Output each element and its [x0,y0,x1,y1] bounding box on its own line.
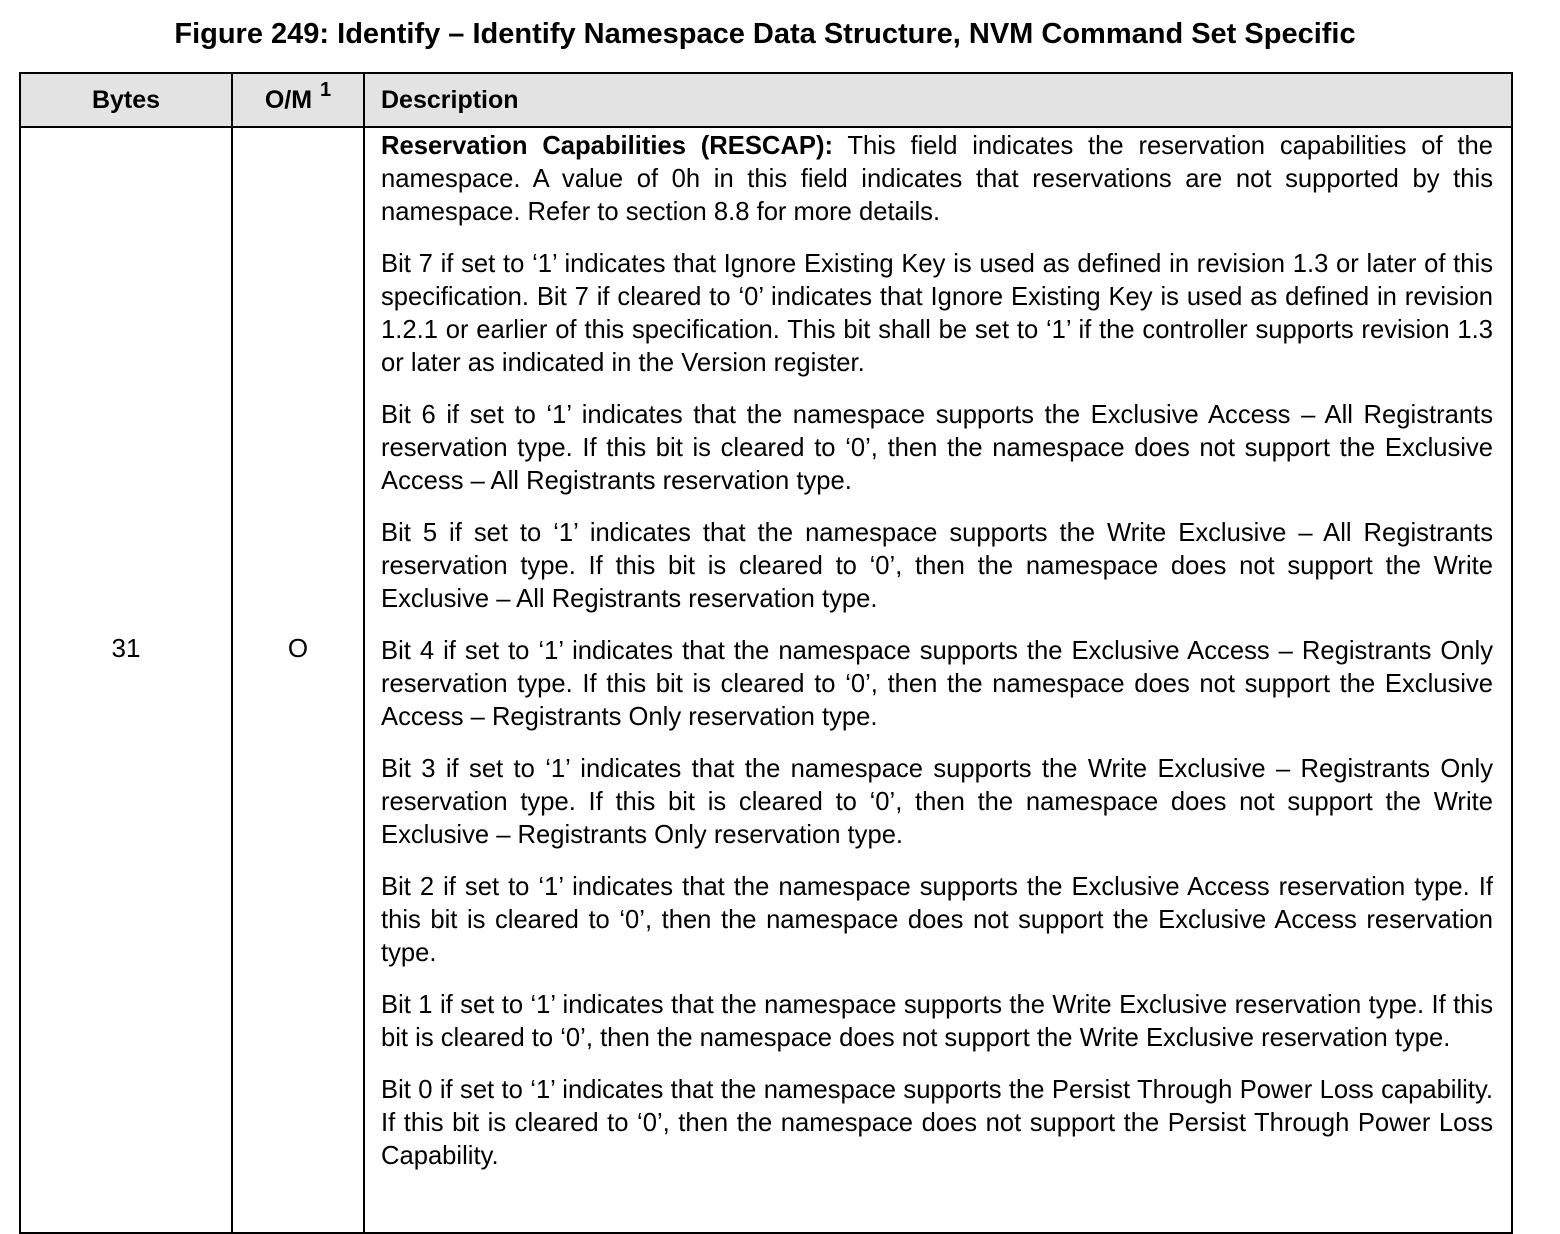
bit-3-description: Bit 3 if set to ‘1’ indicates that the namespace supports the Write Exclusive – Registrants Only reservation type. If this bit is cleared to ‘0’, then the namespace does not support the Write Exclusive – Registrants Only reservation type. [381,755,1493,849]
header-om-label: O/M [264,85,313,114]
header-om [232,73,364,127]
bit-0-description: Bit 0 if set to ‘1’ indicates that the namespace supports the Persist Through Power Loss capability. If this bit is cleared to ‘0’, then the namespace does not support the Persist Through Power Loss Capability. [381,1076,1493,1170]
field-name: Reservation Capabilities (RESCAP): [381,132,833,160]
om-value: O [287,632,309,663]
bytes-cell [20,127,232,1233]
bit-5-description: Bit 5 if set to ‘1’ indicates that the namespace supports the Write Exclusive – All Registrants reservation type. If this bit is cleared to ‘0’, then the namespace does not support the Write Exclusive – All Registrants reservation type. [381,519,1493,613]
header-bytes-label: Bytes [91,85,161,114]
field-intro-text: This field indicates the reservation capabilities of the namespace. A value of 0h in this field indicates that reservations are not supported by this namespace. Refer to section 8.8 for more details. [381,132,1493,226]
spec-table [19,72,1513,1234]
field-intro-paragraph [381,130,1493,229]
description-cell [364,127,1512,1233]
bit-1-description: Bit 1 if set to ‘1’ indicates that the namespace supports the Write Exclusive reservation type. If this bit is cleared to ‘0’, then the namespace does not support the Write Exclusive reservation type. [381,991,1493,1052]
bit-4-description: Bit 4 if set to ‘1’ indicates that the namespace supports the Exclusive Access – Registrants Only reservation type. If this bit is cleared to ‘0’, then the namespace does not support the Exclusive Access – Registrants Only reservation type. [381,637,1493,731]
om-cell [232,127,364,1233]
bytes-value: 31 [111,632,141,663]
footnote-marker: 1 [320,78,332,101]
header-description [364,73,1512,127]
table-header-row [20,73,1512,127]
bit-6-description: Bit 6 if set to ‘1’ indicates that the namespace supports the Exclusive Access – All Registrants reservation type. If this bit is cleared to ‘0’, then the namespace does not support the Exclusive Access – All Registrants reservation type. [381,401,1493,495]
table-row [20,127,1512,1233]
header-description-label: Description [381,85,519,114]
figure-title: Figure 249: Identify – Identify Namespace Data Structure, NVM Command Set Specific [174,18,1356,50]
header-bytes [20,73,232,127]
bit-2-description: Bit 2 if set to ‘1’ indicates that the namespace supports the Exclusive Access reservation type. If this bit is cleared to ‘0’, then the namespace does not support the Exclusive Access reservation type. [381,873,1493,967]
bit-7-description: Bit 7 if set to ‘1’ indicates that Ignore Existing Key is used as defined in revision 1.3 or later of this specification. Bit 7 if cleared to ‘0’ indicates that Ignore Existing Key is used as defined in revision 1.2.1 or earlier of this specification. This bit shall be set to ‘1’ if the controller supports revision 1.3 or later as indicated in the Version register. [381,250,1493,377]
